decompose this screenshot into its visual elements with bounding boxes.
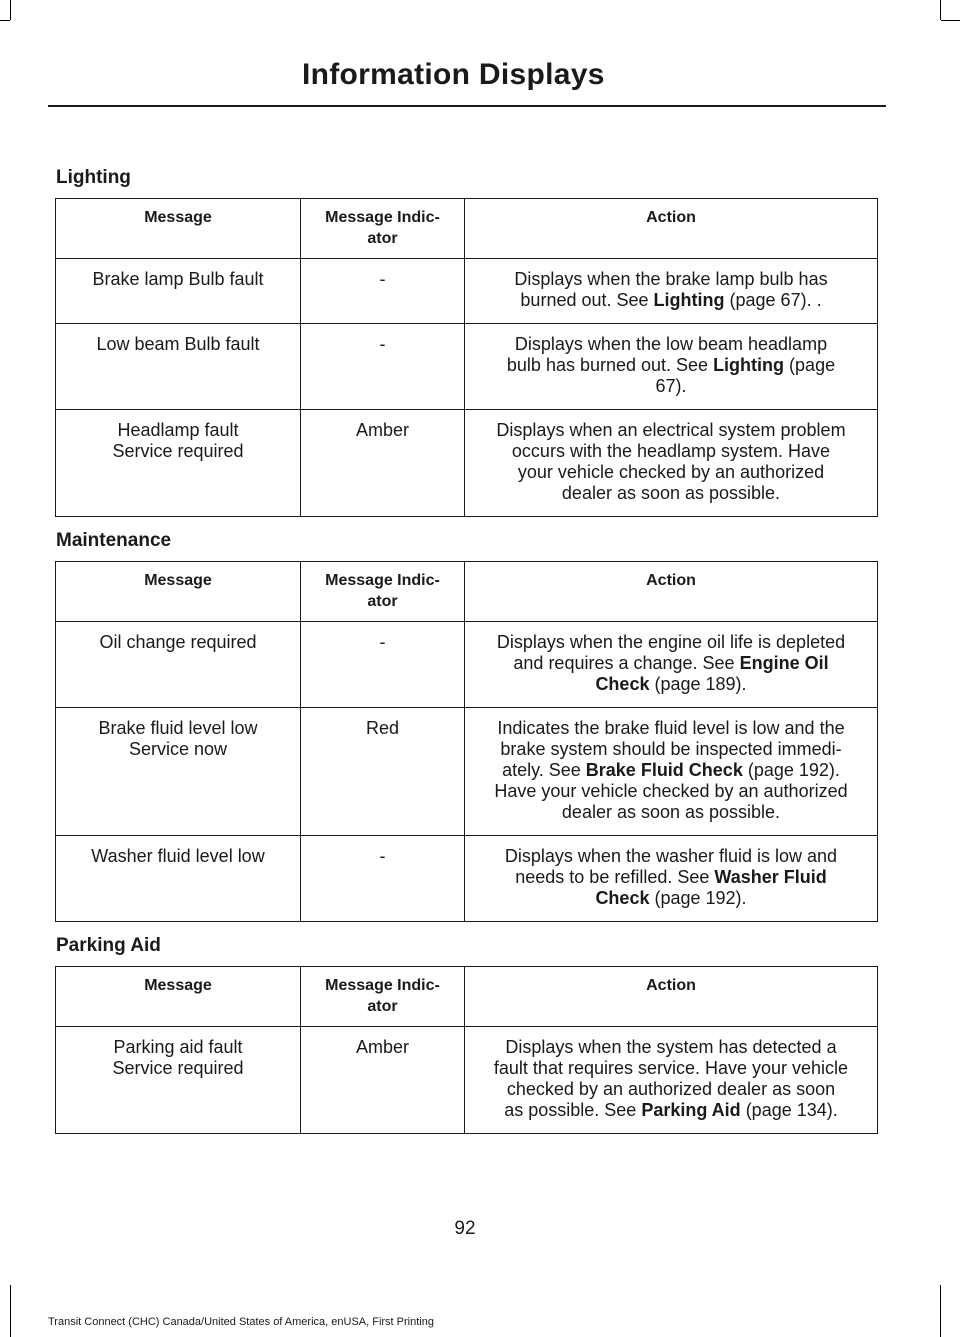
indicator-cell: - xyxy=(301,622,465,708)
header-indicator: Message Indic- ator xyxy=(301,562,465,622)
table-row xyxy=(56,1027,878,1134)
indicator-cell: Amber xyxy=(301,1027,465,1134)
lighting-table xyxy=(55,198,878,517)
indicator-cell: - xyxy=(301,259,465,324)
message-cell: Headlamp fault Service required xyxy=(56,410,301,517)
page-reference-link[interactable]: Brake Fluid Check xyxy=(585,760,743,780)
action-cell: Displays when the low beam headlamp bulb has burned out. See Lighting (page 67). xyxy=(465,324,878,410)
page-reference-link[interactable]: Parking Aid xyxy=(641,1100,741,1120)
header-action: Action xyxy=(465,967,878,1027)
header-rule xyxy=(48,105,886,107)
page-number: 92 xyxy=(454,1218,476,1239)
crop-mark xyxy=(940,0,941,20)
section-title-maintenance: Maintenance xyxy=(56,530,172,551)
table-row xyxy=(56,708,878,836)
message-cell: Parking aid fault Service required xyxy=(56,1027,301,1134)
crop-mark xyxy=(0,20,10,21)
crop-mark xyxy=(10,1285,11,1337)
header-action: Action xyxy=(465,562,878,622)
header-message: Message xyxy=(56,967,301,1027)
table-header-row xyxy=(56,562,878,622)
page-reference-link[interactable]: Check xyxy=(595,674,650,694)
table-row xyxy=(56,324,878,410)
page-title: Information Displays xyxy=(302,58,605,91)
message-cell: Oil change required xyxy=(56,622,301,708)
section-title-lighting: Lighting xyxy=(56,167,131,188)
page-reference-link[interactable]: Lighting xyxy=(713,355,785,375)
action-cell: Displays when the engine oil life is depleted and requires a change. See Engine Oil Check (page 189). xyxy=(465,622,878,708)
message-cell: Low beam Bulb fault xyxy=(56,324,301,410)
section-title-parking-aid: Parking Aid xyxy=(56,935,161,956)
indicator-cell: - xyxy=(301,324,465,410)
indicator-cell: Amber xyxy=(301,410,465,517)
action-cell: Displays when the washer fluid is low and needs to be refilled. See Washer Fluid Check (page 192). xyxy=(465,836,878,922)
maintenance-table xyxy=(55,561,878,922)
table-header-row xyxy=(56,199,878,259)
indicator-cell: Red xyxy=(301,708,465,836)
table-row xyxy=(56,259,878,324)
page-reference-link[interactable]: Washer Fluid xyxy=(714,867,827,887)
page-reference-link[interactable]: Lighting xyxy=(653,290,725,310)
action-cell: Displays when the system has detected a fault that requires service. Have your vehicle checked by an authorized dealer as soon as possible. See Parking Aid (page 134). xyxy=(465,1027,878,1134)
table-row xyxy=(56,410,878,517)
table-header-row xyxy=(56,967,878,1027)
table-row xyxy=(56,622,878,708)
header-indicator: Message Indic- ator xyxy=(301,967,465,1027)
header-action: Action xyxy=(465,199,878,259)
message-cell: Brake fluid level low Service now xyxy=(56,708,301,836)
header-message: Message xyxy=(56,562,301,622)
action-cell: Displays when an electrical system problem occurs with the headlamp system. Have your vehicle checked by an authorized dealer as soon as possible. xyxy=(465,410,878,517)
footer-text: Transit Connect (CHC) Canada/United States of America, enUSA, First Printing xyxy=(48,1316,434,1328)
header-indicator: Message Indic- ator xyxy=(301,199,465,259)
message-cell: Brake lamp Bulb fault xyxy=(56,259,301,324)
indicator-cell: - xyxy=(301,836,465,922)
crop-mark xyxy=(941,20,960,21)
parking-aid-table xyxy=(55,966,878,1134)
page-reference-link[interactable]: Engine Oil xyxy=(739,653,829,673)
header-message: Message xyxy=(56,199,301,259)
message-cell: Washer fluid level low xyxy=(56,836,301,922)
action-cell: Displays when the brake lamp bulb has burned out. See Lighting (page 67). . xyxy=(465,259,878,324)
page-reference-link[interactable]: Check xyxy=(595,888,650,908)
crop-mark xyxy=(940,1285,941,1337)
table-row xyxy=(56,836,878,922)
crop-mark xyxy=(10,0,11,20)
action-cell: Indicates the brake fluid level is low and the brake system should be inspected immedi- ately. See Brake Fluid Check (page 192). Have your vehicle checked by an authorized dealer as soon as possible. xyxy=(465,708,878,836)
